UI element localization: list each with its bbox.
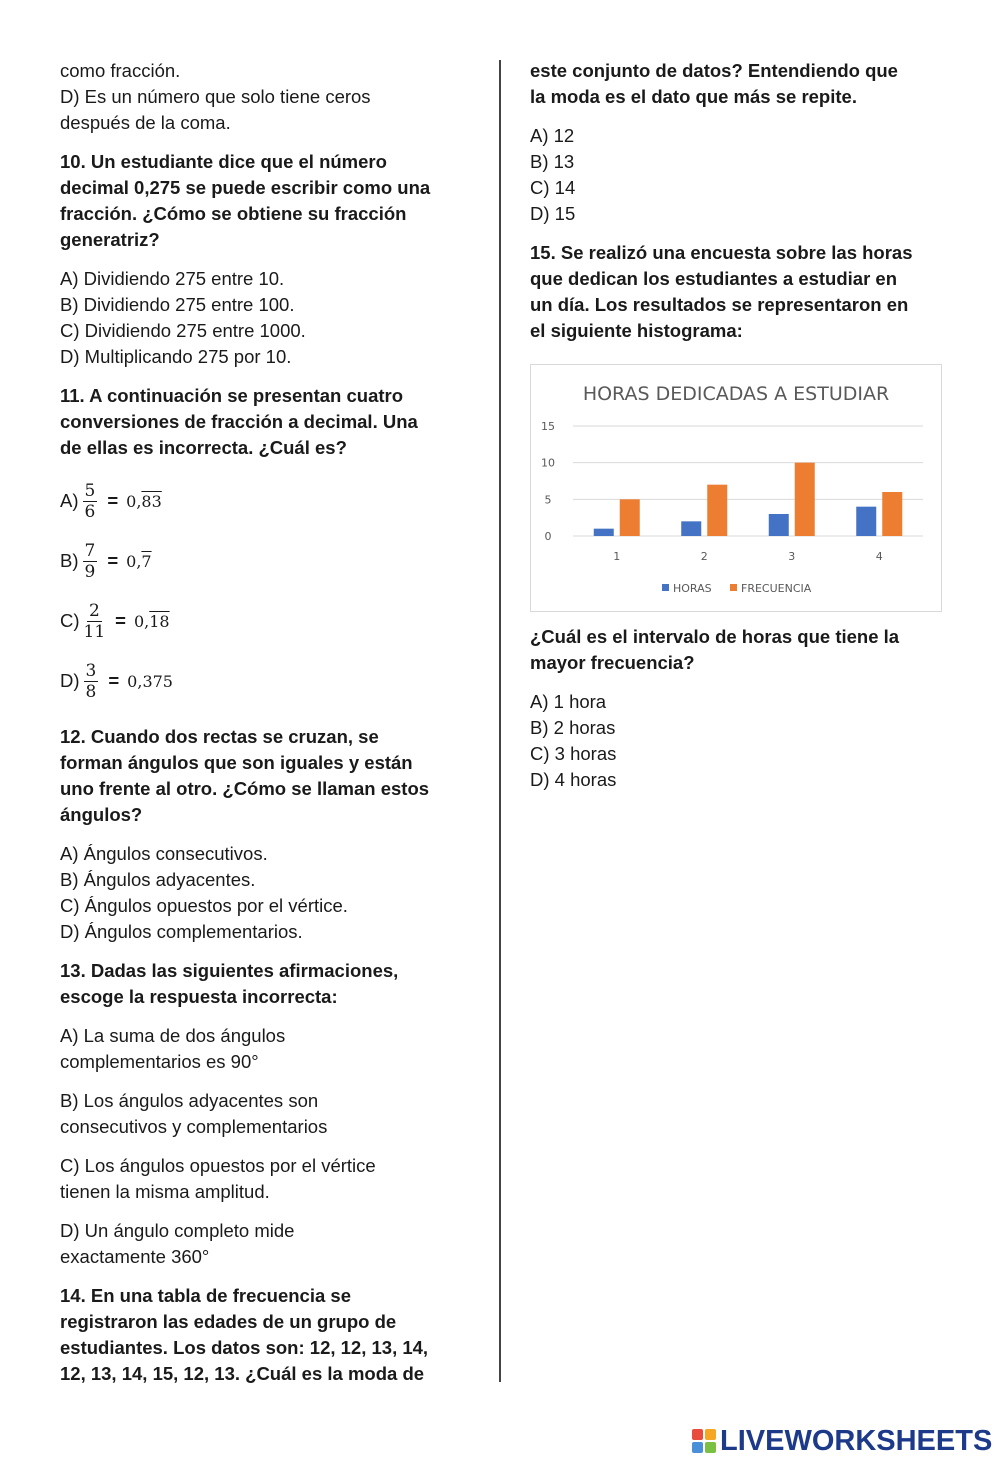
question-text: conversiones de fracción a decimal. Una <box>60 411 418 432</box>
question-text: fracción. ¿Cómo se obtiene su fracción <box>60 203 407 224</box>
question-text: estudiantes. Los datos son: 12, 12, 13, 14, <box>60 1337 429 1358</box>
bar-frecuencia-4 <box>882 492 902 536</box>
question-12 <box>60 724 480 945</box>
bar-horas-4 <box>856 507 876 536</box>
legend-label: FRECUENCIA <box>741 582 812 595</box>
bar-frecuencia-1 <box>620 499 640 536</box>
histogram-chart <box>530 364 942 612</box>
fraction: $\frac{7}{9}$ <box>84 540 96 582</box>
fraction: $\frac{3}{8}$ <box>85 660 97 702</box>
answer-option-b[interactable] <box>60 531 480 591</box>
text-line: como fracción. <box>60 60 181 81</box>
option-letter: A) <box>60 490 79 511</box>
answer-option[interactable] <box>60 1153 480 1205</box>
decimal-value: 0,83 <box>126 491 162 511</box>
question-text: 14. En una tabla de frecuencia se <box>60 1285 351 1306</box>
equals-sign: = <box>115 610 126 631</box>
logo-mark-icon <box>692 1429 716 1453</box>
equals-sign: = <box>107 490 119 511</box>
question-text: el siguiente histograma: <box>530 320 743 341</box>
option-line: consecutivos y complementarios <box>60 1116 328 1137</box>
answer-option[interactable] <box>60 1023 480 1075</box>
bar-frecuencia-3 <box>795 463 815 536</box>
question-text: ángulos? <box>60 804 143 825</box>
answer-option[interactable]: C) Ángulos opuestos por el vértice. <box>60 895 348 916</box>
question-text: este conjunto de datos? Entendiendo que <box>530 60 898 81</box>
chart-title: HORAS DEDICADAS A ESTUDIAR <box>582 383 890 405</box>
bar-frecuencia-2 <box>707 485 727 536</box>
answer-option[interactable]: D) 15 <box>530 203 576 224</box>
question-text: 10. Un estudiante dice que el número <box>60 151 387 172</box>
question-text: forman ángulos que son iguales y están <box>60 752 413 773</box>
bar-horas-3 <box>769 514 789 536</box>
answer-option[interactable]: D) Ángulos complementarios. <box>60 921 303 942</box>
legend-swatch <box>730 584 737 591</box>
text-line: D) Es un número que solo tiene ceros <box>60 86 371 107</box>
question-text: la moda es el dato que más se repite. <box>530 86 857 107</box>
y-tick-label: 5 <box>544 493 552 507</box>
answer-option-a[interactable] <box>60 471 480 531</box>
question-text: 12, 13, 14, 15, 12, 13. ¿Cuál es la moda de <box>60 1363 425 1384</box>
option-line: complementarios es 90° <box>60 1051 259 1072</box>
answer-option[interactable]: C) 14 <box>530 177 576 198</box>
question-text: que dedican los estudiantes a estudiar en <box>530 268 898 289</box>
equals-sign: = <box>108 670 120 691</box>
question-text: ¿Cuál es el intervalo de horas que tiene la <box>530 626 900 647</box>
question-15 <box>530 240 950 793</box>
left-column <box>60 58 480 1387</box>
question-text: un día. Los resultados se representaron en <box>530 294 909 315</box>
question-text: registraron las edades de un grupo de <box>60 1311 397 1332</box>
option-line: A) La suma de dos ángulos <box>60 1025 286 1046</box>
option-letter: D) <box>60 670 80 691</box>
option-line: B) Los ángulos adyacentes son <box>60 1090 319 1111</box>
answer-option[interactable]: C) Dividiendo 275 entre 1000. <box>60 320 306 341</box>
chart-svg <box>531 365 941 611</box>
answer-option[interactable]: B) Dividiendo 275 entre 100. <box>60 294 295 315</box>
answer-option[interactable]: A) Ángulos consecutivos. <box>60 843 268 864</box>
answer-option[interactable]: D) 4 horas <box>530 769 617 790</box>
decimal-value: 0,18 <box>133 611 170 631</box>
equals-sign: = <box>107 550 119 571</box>
answer-option[interactable]: C) 3 horas <box>530 743 617 764</box>
question-13 <box>60 958 480 1270</box>
fraction: $\frac{2}{11}$ <box>83 600 106 642</box>
answer-option[interactable]: A) 12 <box>530 125 575 146</box>
question-text: 13. Dadas las siguientes afirmaciones, <box>60 960 399 981</box>
option-letter: B) <box>60 550 79 571</box>
option-line: D) Un ángulo completo mide <box>60 1220 295 1241</box>
x-tick-label: 1 <box>613 550 621 563</box>
q9-tail <box>60 58 480 136</box>
question-text: de ellas es incorrecta. ¿Cuál es? <box>60 437 347 458</box>
legend-swatch <box>662 584 669 591</box>
bar-horas-2 <box>681 521 701 536</box>
answer-option[interactable]: D) Multiplicando 275 por 10. <box>60 346 292 367</box>
text-line: después de la coma. <box>60 112 231 133</box>
logo-text: LIVEWORKSHEETS <box>720 1424 993 1457</box>
question-10 <box>60 149 480 370</box>
question-text: 15. Se realizó una encuesta sobre las horas <box>530 242 913 263</box>
fraction: $\frac{5}{6}$ <box>84 480 96 522</box>
question-text: mayor frecuencia? <box>530 652 695 673</box>
x-tick-label: 2 <box>700 550 708 563</box>
question-text: decimal 0,275 se puede escribir como una <box>60 177 431 198</box>
x-tick-label: 4 <box>875 550 883 563</box>
question-11 <box>60 383 480 711</box>
liveworksheets-logo <box>692 1426 992 1456</box>
answer-option[interactable]: A) 1 hora <box>530 691 607 712</box>
y-tick-label: 0 <box>544 530 552 543</box>
decimal-value: 0,375 <box>127 671 173 691</box>
question-text: 12. Cuando dos rectas se cruzan, se <box>60 726 379 747</box>
bar-horas-1 <box>594 529 614 536</box>
x-tick-label: 3 <box>788 550 796 563</box>
option-letter: C) <box>60 610 80 631</box>
option-line: exactamente 360° <box>60 1246 210 1267</box>
answer-option[interactable] <box>60 1088 480 1140</box>
answer-option[interactable]: B) 13 <box>530 151 575 172</box>
question-text: escoge la respuesta incorrecta: <box>60 986 338 1007</box>
option-line: tienen la misma amplitud. <box>60 1181 270 1202</box>
question-14-continued <box>530 58 950 227</box>
column-divider <box>499 60 501 1382</box>
answer-option[interactable] <box>60 1218 480 1270</box>
y-tick-label: 15 <box>541 420 555 433</box>
y-tick-label: 10 <box>541 456 555 470</box>
question-text: generatriz? <box>60 229 160 250</box>
decimal-value: 0,7 <box>126 551 152 571</box>
answer-option-d[interactable] <box>60 651 480 711</box>
question-text: uno frente al otro. ¿Cómo se llaman estos <box>60 778 430 799</box>
option-line: C) Los ángulos opuestos por el vértice <box>60 1155 376 1176</box>
answer-option[interactable]: B) Ángulos adyacentes. <box>60 869 256 890</box>
right-column <box>530 58 950 793</box>
answer-option[interactable]: B) 2 horas <box>530 717 616 738</box>
answer-option-c[interactable] <box>60 591 480 651</box>
question-14 <box>60 1283 480 1387</box>
question-text: 11. A continuación se presentan cuatro <box>60 385 404 406</box>
legend-label: HORAS <box>673 582 712 595</box>
answer-option[interactable]: A) Dividiendo 275 entre 10. <box>60 268 285 289</box>
